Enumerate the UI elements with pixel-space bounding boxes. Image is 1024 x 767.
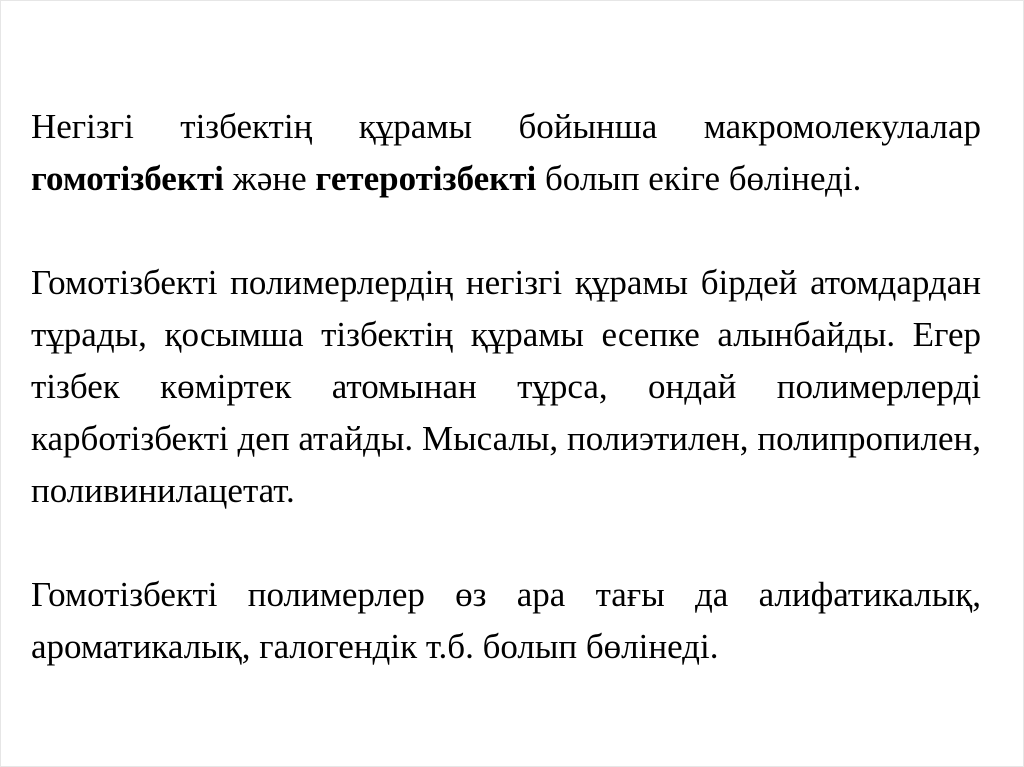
paragraph-chain-classification bbox=[31, 101, 981, 205]
term-homochain: гомотізбекті bbox=[31, 159, 224, 198]
slide-body bbox=[31, 101, 981, 673]
term-heterochain: гетеротізбекті bbox=[315, 159, 537, 198]
paragraph-1-text-a: Негізгі тізбектің құрамы бойынша макромолекулалар bbox=[31, 107, 981, 146]
paragraph-1-text-b: және bbox=[223, 159, 316, 198]
paragraph-homochain-definition: Гомотізбекті полимерлердің негізгі құрамы бірдей атомдардан тұрады, қосымша тізбектің құрамы есепке алынбайды. Егер тізбек көміртек атомынан тұрса, ондай полимерлерді карботізбекті деп атайды. Мысалы, полиэтилен, полипропилен, поливинилацетат. bbox=[31, 263, 981, 510]
paragraph-1-text-c: болып екіге бөлінеді. bbox=[536, 159, 862, 198]
paragraph-homochain-subtypes: Гомотізбекті полимерлер өз ара тағы да алифатикалық, ароматикалық, галогендік т.б. болып бөлінеді. bbox=[31, 575, 981, 666]
